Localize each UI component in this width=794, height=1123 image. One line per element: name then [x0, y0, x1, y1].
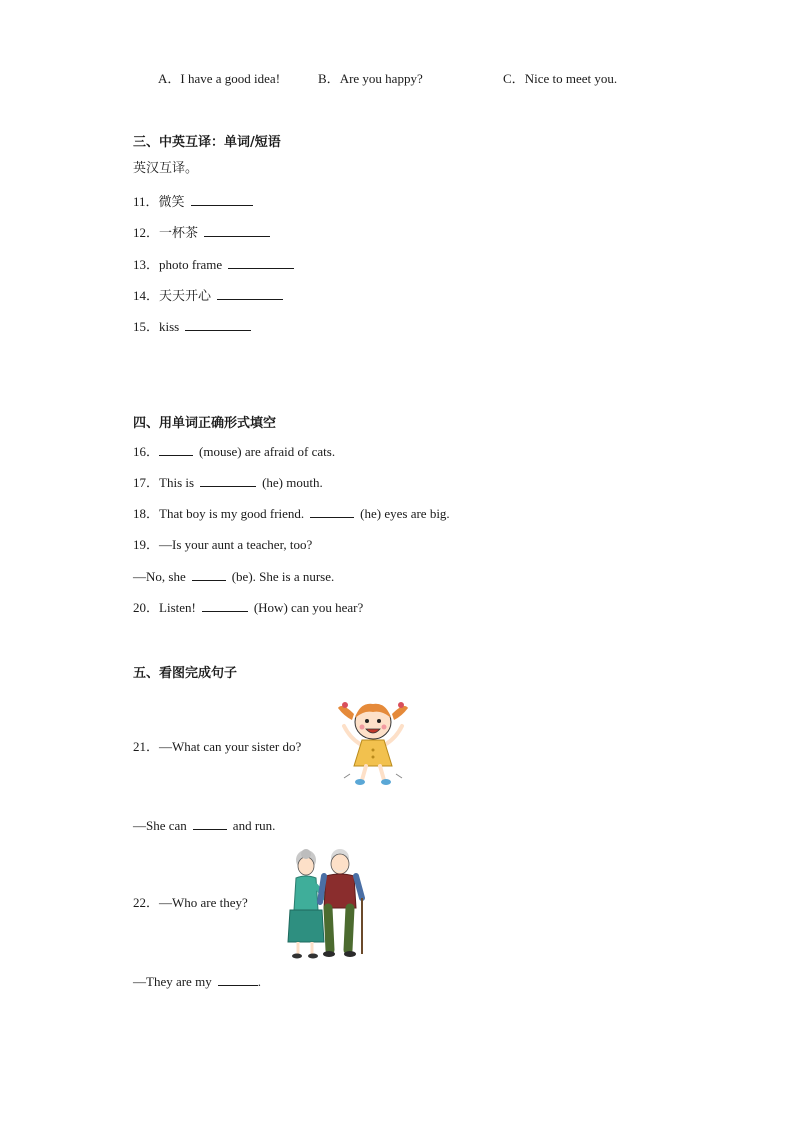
answer-blank[interactable] [200, 474, 256, 487]
option-letter: C [503, 71, 512, 86]
answer-blank[interactable] [192, 568, 226, 581]
option-a: A．I have a good idea! [158, 71, 281, 86]
question-19-answer: —No, she (be). She is a nurse. [133, 569, 335, 584]
question-20: 20．Listen! (How) can you hear? [133, 600, 364, 615]
girl-jumping-illustration [336, 694, 410, 788]
option-text: Nice to meet you. [524, 71, 618, 86]
question-22: 22．—Who are they? [133, 895, 248, 910]
answer-blank[interactable] [217, 287, 283, 300]
answer-blank[interactable] [218, 973, 258, 986]
answer-blank[interactable] [202, 599, 248, 612]
question-22-answer: —They are my . [133, 974, 261, 989]
answer-blank[interactable] [228, 256, 294, 269]
question-17: 17．This is (he) mouth. [133, 475, 323, 490]
answer-blank[interactable] [185, 318, 251, 331]
answer-blank[interactable] [191, 193, 253, 206]
question-16: 16． (mouse) are afraid of cats. [133, 444, 336, 459]
option-letter: A [158, 71, 168, 86]
option-text: Are you happy? [339, 71, 423, 86]
section-title: 四、用单词正确形式填空 [133, 416, 277, 431]
answer-blank[interactable] [310, 505, 354, 518]
question-11: 11．微笑 [133, 193, 259, 211]
question-13: 13．photo frame [133, 256, 300, 273]
option-c: C．Nice to meet you. [503, 71, 618, 86]
option-b: B．Are you happy? [318, 71, 423, 86]
question-21: 21．—What can your sister do? [133, 739, 302, 754]
question-21-answer: —She can and run. [133, 818, 276, 833]
option-text: I have a good idea! [180, 71, 281, 86]
section-title: 五、看图完成句子 [133, 666, 238, 681]
question-15: 15．kiss [133, 318, 257, 335]
answer-blank[interactable] [193, 817, 227, 830]
section-title: 三、中英互译：单词/短语 [133, 135, 281, 150]
answer-blank[interactable] [159, 443, 193, 456]
question-18: 18．That boy is my good friend. (he) eyes are big. [133, 506, 450, 521]
answer-blank[interactable] [204, 224, 270, 237]
question-12: 12．一杯茶 [133, 224, 276, 242]
section-instruction: 英汉互译。 [133, 161, 199, 176]
option-letter: B [318, 71, 327, 86]
question-19: 19．—Is your aunt a teacher, too? [133, 537, 313, 552]
grandparents-illustration [284, 846, 366, 960]
question-14: 14．天天开心 [133, 287, 289, 305]
